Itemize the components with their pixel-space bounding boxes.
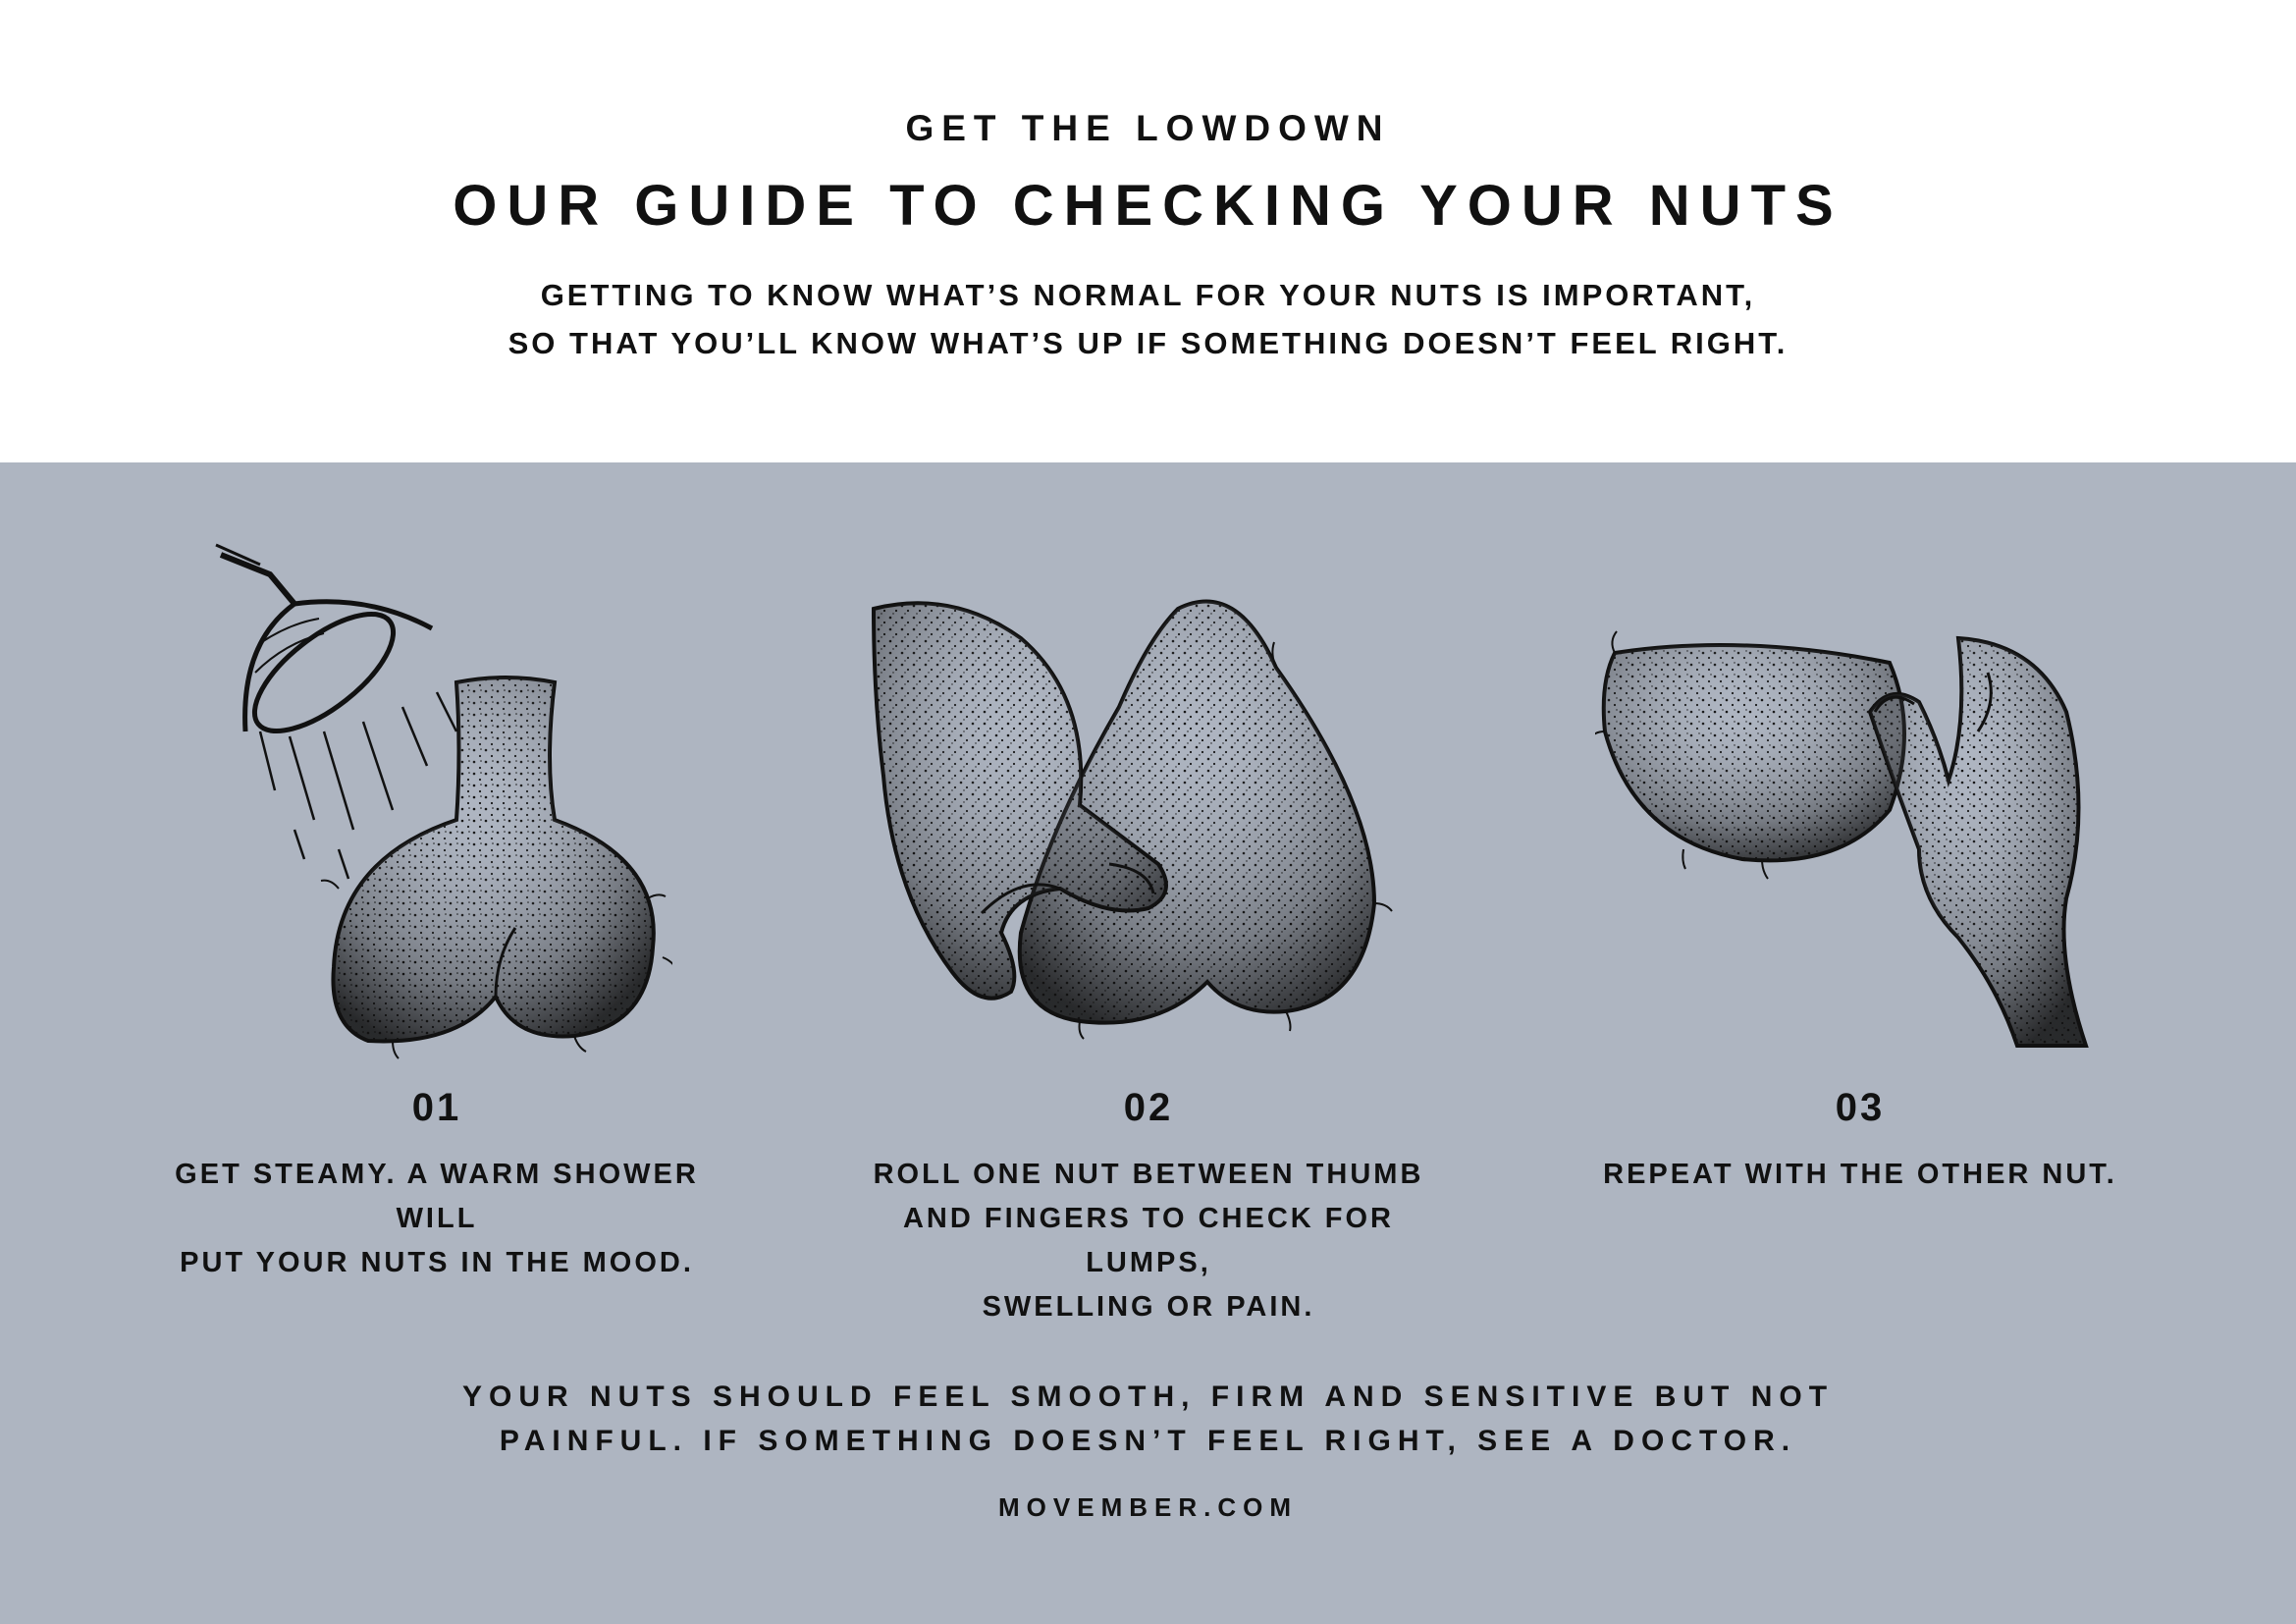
shower-head-icon <box>201 535 672 1065</box>
footer-note <box>0 1375 2296 1463</box>
step-text-line: AND FINGERS TO CHECK FOR LUMPS, <box>902 1203 1395 1278</box>
intro-text <box>0 271 2296 367</box>
step-text <box>849 1153 1448 1329</box>
step-text <box>137 1153 736 1285</box>
intro-line: SO THAT YOU’LL KNOW WHAT’S UP IF SOMETHING DOESN’T FEEL RIGHT. <box>507 326 1789 360</box>
step-text-line: REPEAT WITH THE OTHER NUT. <box>1603 1159 2117 1190</box>
footer-line: PAINFUL. IF SOMETHING DOESN’T FEEL RIGHT, SEE A DOCTOR. <box>499 1425 1797 1457</box>
kicker: GET THE LOWDOWN <box>905 108 1391 148</box>
page-title: OUR GUIDE TO CHECKING YOUR NUTS <box>453 174 1843 238</box>
step-number: 01 <box>411 1086 462 1129</box>
intro-line: GETTING TO KNOW WHAT’S NORMAL FOR YOUR NUTS IS IMPORTANT, <box>540 278 1756 312</box>
step-text <box>1561 1153 2160 1197</box>
website-link[interactable]: MOVEMBER.COM <box>998 1492 1298 1522</box>
step-number: 03 <box>1835 1086 1886 1129</box>
step-text-line: SWELLING OR PAIN. <box>982 1291 1315 1323</box>
step-text-line: ROLL ONE NUT BETWEEN THUMB <box>873 1159 1424 1190</box>
hand-checking-icon <box>864 579 1414 1041</box>
step-text-line: GET STEAMY. A WARM SHOWER WILL <box>175 1159 699 1234</box>
footer-line: YOUR NUTS SHOULD FEEL SMOOTH, FIRM AND SENSITIVE BUT NOT <box>461 1380 1835 1413</box>
step-text-line: PUT YOUR NUTS IN THE MOOD. <box>180 1247 694 1278</box>
step-number: 02 <box>1123 1086 1174 1129</box>
hand-holding-icon <box>1595 614 2106 1056</box>
